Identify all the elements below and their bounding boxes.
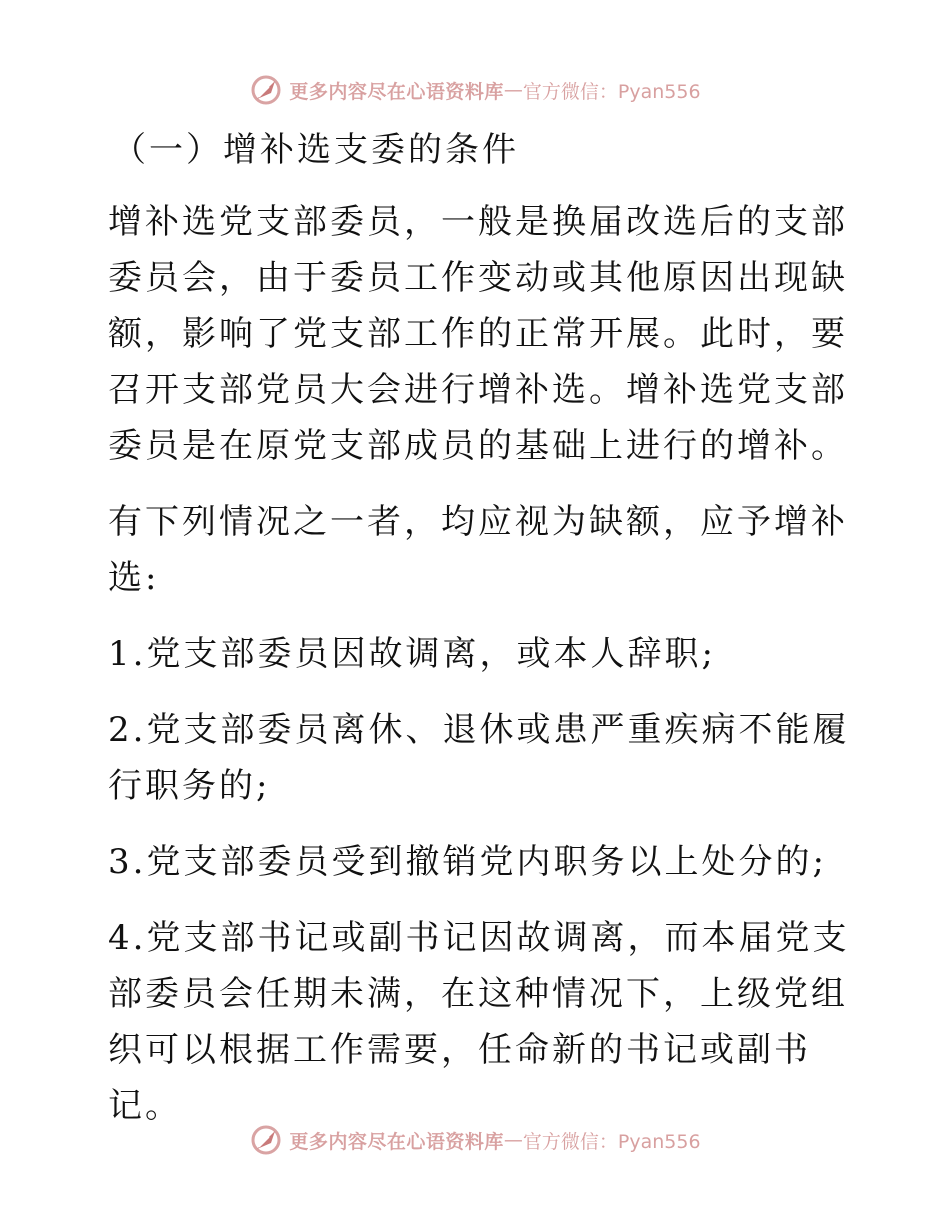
watermark-dash: —: [503, 1129, 523, 1151]
footer-watermark-banner: [0, 1120, 950, 1160]
list-item-1: 1.党支部委员因故调离，或本人辞职;: [108, 634, 716, 674]
list-item-4: 4.党支部书记或副书记因故调离，而本届党支部委员会任期未满，在这种情况下，上级党组织可以根据工作需要，任命新的书记或副书记。: [108, 918, 850, 1126]
quill-logo-icon: [249, 1123, 283, 1157]
header-watermark-banner: [0, 70, 950, 110]
quill-logo-icon: [249, 73, 283, 107]
paragraph-intro: 增补选党支部委员，一般是换届改选后的支部委员会，由于委员工作变动或其他原因出现缺额，影响了党支部工作的正常开展。此时，要召开支部党员大会进行增补选。增补选党支部委员是在原党支部成员的基础上进行的增补。: [108, 202, 848, 466]
list-item-2: 2.党支部委员离休、退休或患严重疾病不能履行职务的;: [108, 710, 850, 806]
section-heading: （一）增补选支委的条件: [112, 130, 519, 170]
watermark-dash: —: [503, 79, 523, 101]
paragraph-conditions-lead: 有下列情况之一者，均应视为缺额，应予增补选:: [108, 502, 848, 598]
document-body: [98, 122, 850, 1154]
watermark-wechat-text: 官方微信：Pyan556: [522, 1130, 701, 1153]
list-item-3: 3.党支部委员受到撤销党内职务以上处分的;: [108, 842, 827, 882]
watermark-main-text: 更多内容尽在心语资料库: [289, 80, 504, 103]
watermark-main-text: 更多内容尽在心语资料库: [289, 1130, 504, 1153]
watermark-wechat-text: 官方微信：Pyan556: [522, 80, 701, 103]
